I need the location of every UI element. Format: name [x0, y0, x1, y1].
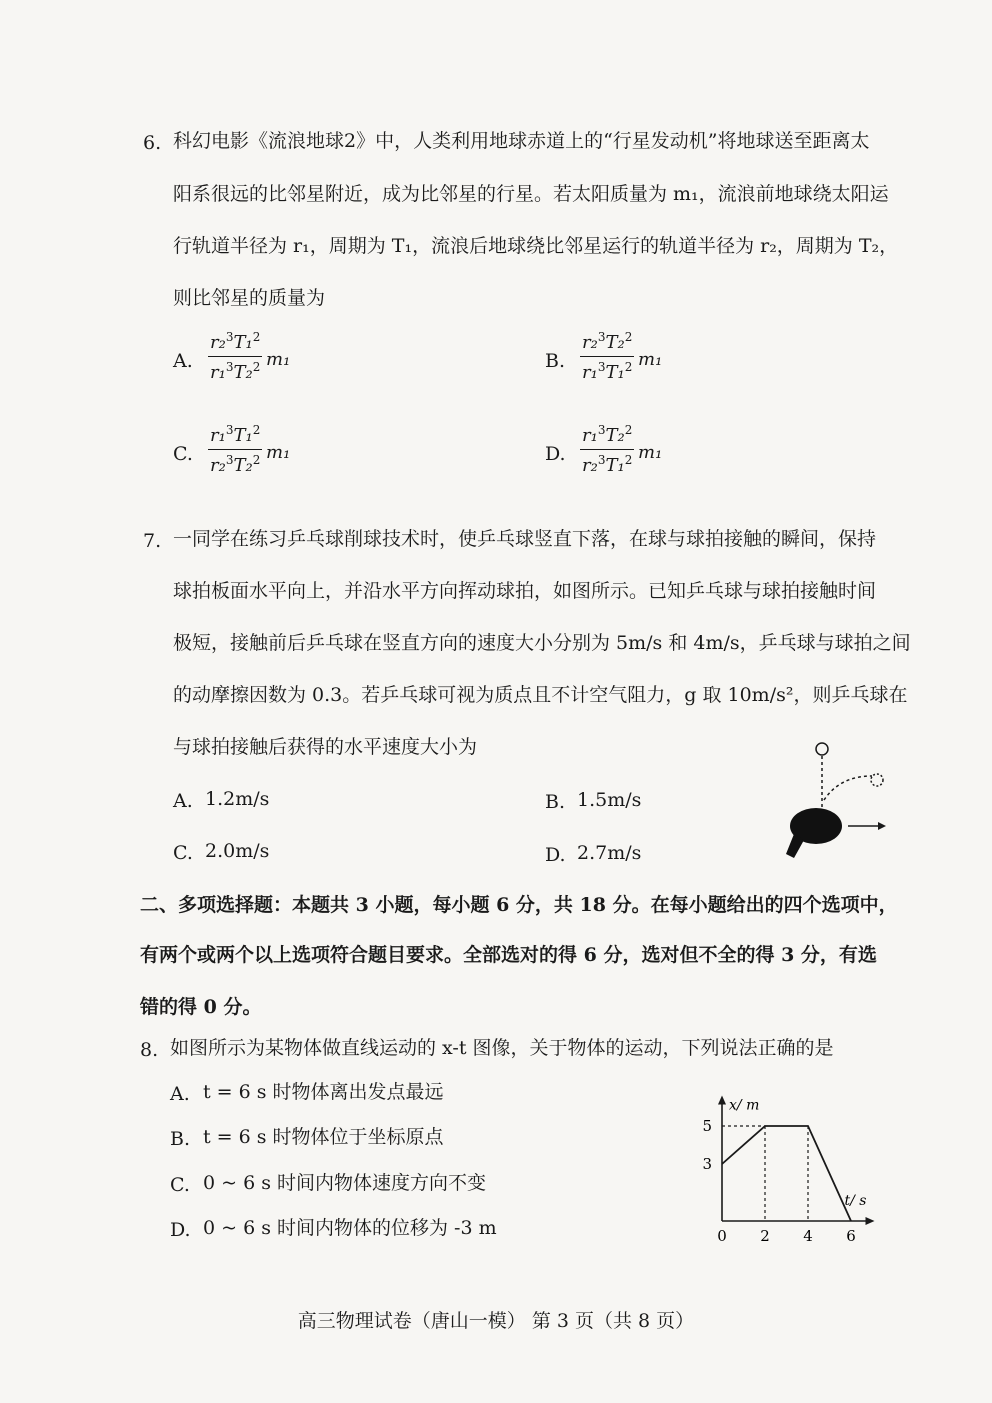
q8-option-b-text: t = 6 s 时物体位于坐标原点 — [203, 1126, 444, 1148]
q7-option-c-text: 2.0m/s — [205, 840, 270, 862]
q8-option-c-label: C. — [170, 1174, 190, 1196]
motion-arrow-icon — [878, 822, 886, 830]
q6-option-c-label: C. — [173, 443, 193, 465]
y-axis-label: x/ m — [729, 1097, 760, 1114]
x-axis-label: t/ s — [844, 1193, 867, 1209]
xt-chart — [690, 1085, 910, 1250]
x-axis-arrow-icon — [866, 1217, 875, 1225]
series-line — [722, 1126, 851, 1221]
q6-option-b-factor: m₁ — [638, 349, 663, 370]
q8-stem: 如图所示为某物体做直线运动的 x-t 图像，关于物体的运动，下列说法正确的是 — [170, 1037, 834, 1059]
q8-number: 8. — [140, 1039, 159, 1061]
q7-option-b-text: 1.5m/s — [577, 789, 642, 811]
q6-option-d-factor: m₁ — [638, 442, 663, 463]
q6-option-d-fraction: $\frac{r_1^3T_2^2}{r_2^3T_1^2}$ — [582, 423, 633, 476]
q7-option-a-text: 1.2m/s — [205, 788, 270, 810]
q8-option-d-label: D. — [170, 1219, 191, 1241]
ball-before-icon — [816, 743, 828, 755]
x-tick-label: 6 — [846, 1227, 856, 1245]
q7-option-d-text: 2.7m/s — [577, 842, 642, 864]
q7-line-3: 极短，接触前后乒乓球在竖直方向的速度大小分别为 5m/s 和 4m/s，乒乓球与球拍之间 — [173, 632, 911, 654]
x-tick-label: 4 — [803, 1227, 813, 1245]
y-tick-label: 5 — [702, 1117, 712, 1135]
section2-line-3: 错的得 0 分。 — [140, 996, 262, 1018]
q6-option-a-factor: m₁ — [266, 349, 291, 370]
q7-number: 7. — [143, 530, 162, 552]
q6-line-2: 阳系很远的比邻星附近，成为比邻星的行星。若太阳质量为 m₁，流浪前地球绕太阳运 — [173, 183, 889, 205]
q6-number: 6. — [143, 132, 162, 154]
q6-option-d-label: D. — [545, 443, 566, 465]
q6-option-c-fraction: $\frac{r_1^3T_1^2}{r_2^3T_2^2}$ — [210, 423, 261, 476]
q8-option-a-label: A. — [170, 1083, 190, 1105]
y-axis-arrow-icon — [718, 1096, 726, 1105]
section2-line-2: 有两个或两个以上选项符合题目要求。全部选对的得 6 分，选对但不全的得 3 分，有选 — [140, 944, 877, 966]
q6-line-3: 行轨道半径为 r₁，周期为 T₁，流浪后地球绕比邻星运行的轨道半径为 r₂，周期为 T₂， — [173, 235, 899, 257]
q8-option-b-label: B. — [170, 1128, 191, 1150]
q6-option-b-fraction: $\frac{r_2^3T_2^2}{r_1^3T_1^2}$ — [582, 330, 633, 383]
q6-option-c-factor: m₁ — [266, 442, 291, 463]
x-tick-label: 2 — [760, 1227, 770, 1245]
q6-option-b-label: B. — [545, 350, 566, 372]
q8-option-a-text: t = 6 s 时物体离出发点最远 — [203, 1081, 444, 1103]
q7-line-1: 一同学在练习乒乓球削球技术时，使乒乓球竖直下落，在球与球拍接触的瞬间，保持 — [173, 528, 877, 550]
q7-line-4: 的动摩擦因数为 0.3。若乒乓球可视为质点且不计空气阻力，g 取 10m/s²，则乒乓球在 — [173, 684, 908, 706]
q7-line-5: 与球拍接触后获得的水平速度大小为 — [173, 736, 478, 758]
q8-option-c-text: 0 ~ 6 s 时间内物体速度方向不变 — [203, 1172, 487, 1194]
x-tick-label: 0 — [717, 1227, 727, 1245]
q6-option-a-label: A. — [173, 350, 193, 372]
section2-line-1: 二、多项选择题：本题共 3 小题，每小题 6 分，共 18 分。在每小题给出的四个选项中， — [140, 894, 898, 916]
ball-after-icon — [871, 774, 883, 786]
page-footer: 高三物理试卷（唐山一模） 第 3 页（共 8 页） — [297, 1310, 695, 1332]
q7-option-b-label: B. — [545, 791, 566, 813]
y-tick-label: 3 — [702, 1155, 712, 1173]
paddle-figure — [780, 738, 890, 868]
q6-line-4: 则比邻星的质量为 — [173, 287, 326, 309]
q7-option-d-label: D. — [545, 844, 566, 866]
q7-line-2: 球拍板面水平向上，并沿水平方向挥动球拍，如图所示。已知乒乓球与球拍接触时间 — [173, 580, 877, 602]
q6-option-a-fraction: $\frac{r_2^3T_1^2}{r_1^3T_2^2}$ — [210, 330, 261, 383]
rebound-path — [824, 776, 872, 800]
q8-option-d-text: 0 ~ 6 s 时间内物体的位移为 -3 m — [203, 1217, 497, 1239]
q6-line-1: 科幻电影《流浪地球2》中，人类利用地球赤道上的“行星发动机”将地球送至距离太 — [173, 130, 870, 152]
q7-option-a-label: A. — [173, 790, 193, 812]
q7-option-c-label: C. — [173, 842, 193, 864]
